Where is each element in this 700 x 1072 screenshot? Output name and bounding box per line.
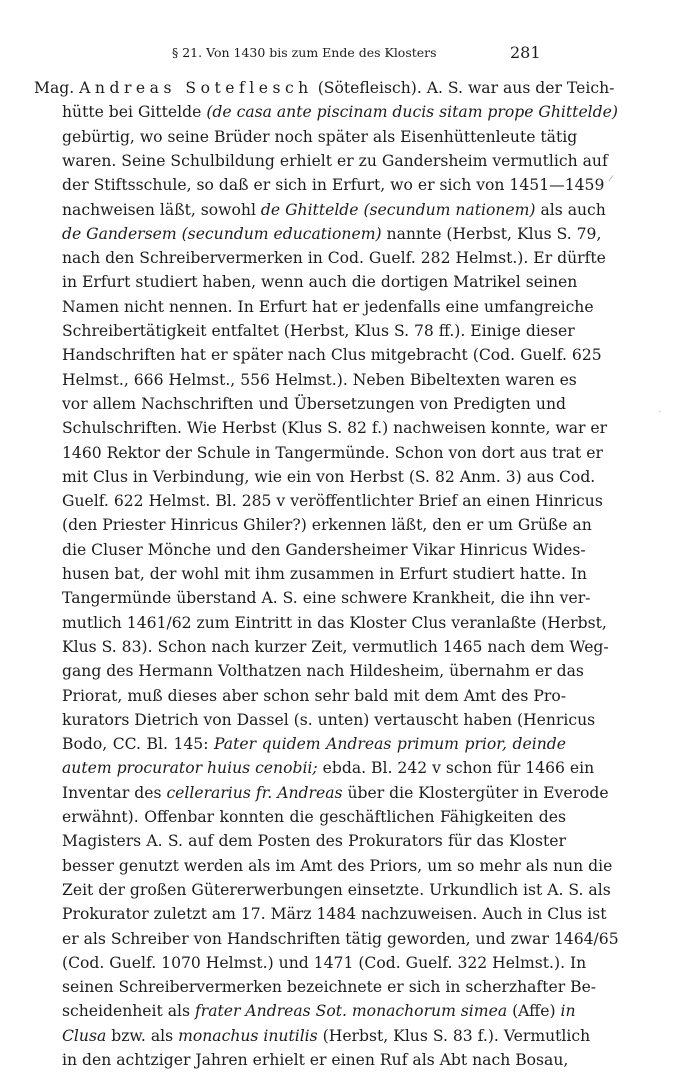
text-line [62, 611, 607, 635]
text-line [62, 684, 566, 708]
text-segment: gebürtig, wo seine Brüder noch später als Eisenhüttenleute tätig [62, 127, 578, 146]
text-line [62, 975, 597, 999]
page-header [0, 43, 700, 63]
text-segment: Mag. [34, 79, 80, 97]
text-line [62, 999, 576, 1023]
text-segment: kurators Dietrich von Dassel (s. unten) vertauscht haben (Henricus [62, 710, 596, 729]
text-line [62, 125, 578, 149]
italic-text: de Gandersem (secundum educationem) [62, 224, 382, 243]
text-line [62, 198, 606, 222]
text-segment: mutlich 1461/62 zum Eintritt in das Kloster Clus veranlaßte (Herbst, [62, 613, 607, 632]
text-segment: (den Priester Hinricus Ghiler?) erkennen läßt, den er um Grüße an [62, 516, 592, 535]
text-segment: (Herbst, Klus S. 83 f.). Vermutlich [317, 1026, 591, 1045]
text-line [34, 76, 615, 100]
italic-text: Clusa [62, 1026, 107, 1045]
text-line [62, 732, 566, 756]
text-segment: 1460 Rektor der Schule in Tangermünde. Schon von dort aus trat er [62, 443, 603, 462]
italic-text: cellerarius fr. Andreas [166, 783, 343, 802]
italic-text: (de casa ante piscinam ducis sitam prope Ghittelde) [206, 103, 618, 122]
text-line [62, 562, 587, 586]
text-segment: Guelf. 622 Helmst. Bl. 285 v veröffentlichter Brief an einen Hinricus [62, 492, 603, 511]
text-line [62, 173, 605, 197]
text-segment: Helmst., 666 Helmst., 556 Helmst.). Neben Bibeltexten waren es [62, 370, 577, 389]
text-segment: als auch [535, 200, 606, 219]
text-line [62, 513, 592, 537]
text-segment: der Stiftsschule, so daß er sich in Erfurt, wo er sich von 1451—1459 [62, 176, 605, 195]
entry-name: Andreas Soteflesch [79, 79, 313, 97]
text-segment: gang des Hermann Volthatzen nach Hildesheim, übernahm er das [62, 662, 584, 681]
text-segment: Namen nicht nennen. In Erfurt hat er jedenfalls eine umfangreiche [62, 297, 594, 316]
text-line [62, 805, 566, 829]
text-line [62, 538, 586, 562]
text-segment: in Erfurt studiert haben, wenn auch die dortigen Matrikel seinen [62, 273, 578, 292]
text-line [62, 756, 595, 780]
text-segment: in den achtziger Jahren erhielt er einen Ruf als Abt nach Bosau, [62, 1051, 569, 1069]
italic-text: de Ghittelde (secundum nationem) [260, 200, 536, 219]
text-line [62, 441, 603, 465]
text-segment: bzw. als [106, 1026, 179, 1045]
text-segment: seinen Schreibervermerken bezeichnete er sich in scherzhafter Be- [62, 978, 597, 997]
text-segment: Schulschriften. Wie Herbst (Klus S. 82 f.) nachweisen konnte, war er [62, 419, 608, 438]
text-segment: hütte bei Gittelde [62, 103, 207, 122]
text-line [62, 781, 609, 805]
italic-text: autem procurator huius cenobii; [62, 759, 318, 778]
text-line [62, 951, 587, 975]
text-segment: (Affe) [507, 1002, 561, 1021]
italic-text: Pater quidem Andreas primum prior, deinde [214, 735, 566, 754]
text-segment: Schreibertätigkeit entfaltet (Herbst, Klus S. 78 ff.). Einige dieser [62, 322, 575, 340]
running-head: § 21. Von 1430 bis zum Ende des Klosters [172, 45, 437, 60]
text-segment: über die Klostergüter in Everode [342, 783, 609, 802]
text-segment: ebda. Bl. 242 v schon für 1466 ein [317, 759, 595, 778]
text-line [62, 635, 609, 659]
text-segment: erwähnt). Offenbar konnten die geschäftlichen Fähigkeiten des [62, 808, 566, 826]
text-segment: Klus S. 83). Schon nach kurzer Zeit, vermutlich 1465 nach dem Weg- [62, 637, 609, 656]
italic-text: monachus inutilis [178, 1026, 318, 1045]
text-segment: Zeit der großen Gütererwerbungen einsetzte. Urkundlich ist A. S. als [62, 880, 611, 899]
text-line [62, 319, 575, 343]
text-line [62, 149, 608, 173]
text-line [62, 416, 608, 440]
text-line [62, 1048, 569, 1072]
text-segment: (Cod. Guelf. 1070 Helmst.) und 1471 (Cod. Guelf. 322 Helmst.). In [62, 953, 587, 972]
text-line [62, 854, 613, 878]
text-segment: Prokurator zuletzt am 17. März 1484 nachzuweisen. Auch in Clus ist [62, 905, 607, 924]
text-segment: vor allem Nachschriften und Übersetzungen von Predigten und [62, 394, 566, 413]
text-segment: husen bat, der wohl mit ihm zusammen in Erfurt studiert hatte. In [62, 565, 587, 583]
text-line [62, 927, 619, 951]
text-line [62, 222, 602, 246]
italic-text: in [560, 1002, 576, 1021]
text-segment: Magisters A. S. auf dem Posten des Prokurators für das Kloster [62, 832, 566, 851]
text-segment: scheidenheit als [62, 1002, 195, 1021]
text-segment: (Sötefleisch). A. S. war aus der Teich- [312, 79, 615, 97]
text-segment: er als Schreiber von Handschriften tätig geworden, und zwar 1464/65 [62, 929, 619, 948]
text-line [62, 392, 566, 416]
text-line [62, 368, 577, 392]
text-segment: besser genutzt werden als im Amt des Priors, um so mehr als nun die [62, 856, 613, 875]
text-segment: mit Clus in Verbindung, wie ein von Herbst (S. 82 Anm. 3) aus Cod. [62, 467, 596, 486]
margin-pencil-mark [608, 175, 616, 184]
text-segment: nannte (Herbst, Klus S. 79, [381, 224, 602, 243]
text-segment: die Cluser Mönche und den Gandersheimer Vikar Hinricus Wides- [62, 540, 586, 559]
text-segment: Tangermünde überstand A. S. eine schwere Krankheit, die ihn ver- [62, 589, 591, 608]
text-line [62, 295, 594, 319]
text-segment: Priorat, muß dieses aber schon sehr bald mit dem Amt des Pro- [62, 686, 566, 705]
text-segment: waren. Seine Schulbildung erhielt er zu Gandersheim vermutlich auf [62, 151, 608, 170]
text-line [62, 1024, 591, 1048]
text-line [62, 489, 603, 513]
text-line [62, 270, 578, 294]
text-line [62, 465, 596, 489]
text-line [62, 829, 566, 853]
text-line [62, 586, 591, 610]
text-line [62, 878, 611, 902]
text-segment: Bodo, CC. Bl. 145: [62, 735, 214, 754]
page-number: 281 [510, 43, 541, 62]
text-line [62, 902, 607, 926]
text-segment: nach den Schreibervermerken in Cod. Guelf. 282 Helmst.). Er dürfte [62, 249, 606, 268]
margin-dot [659, 411, 660, 412]
italic-text: frater Andreas Sot. monachorum simea [194, 1002, 508, 1021]
text-line [62, 246, 606, 270]
text-line [62, 659, 584, 683]
text-line [62, 708, 596, 732]
text-line [62, 343, 602, 367]
text-segment: Handschriften hat er später nach Clus mitgebracht (Cod. Guelf. 625 [62, 346, 602, 365]
text-segment: nachweisen läßt, sowohl [62, 200, 261, 219]
text-segment: Inventar des [62, 783, 167, 802]
text-line [62, 100, 618, 124]
